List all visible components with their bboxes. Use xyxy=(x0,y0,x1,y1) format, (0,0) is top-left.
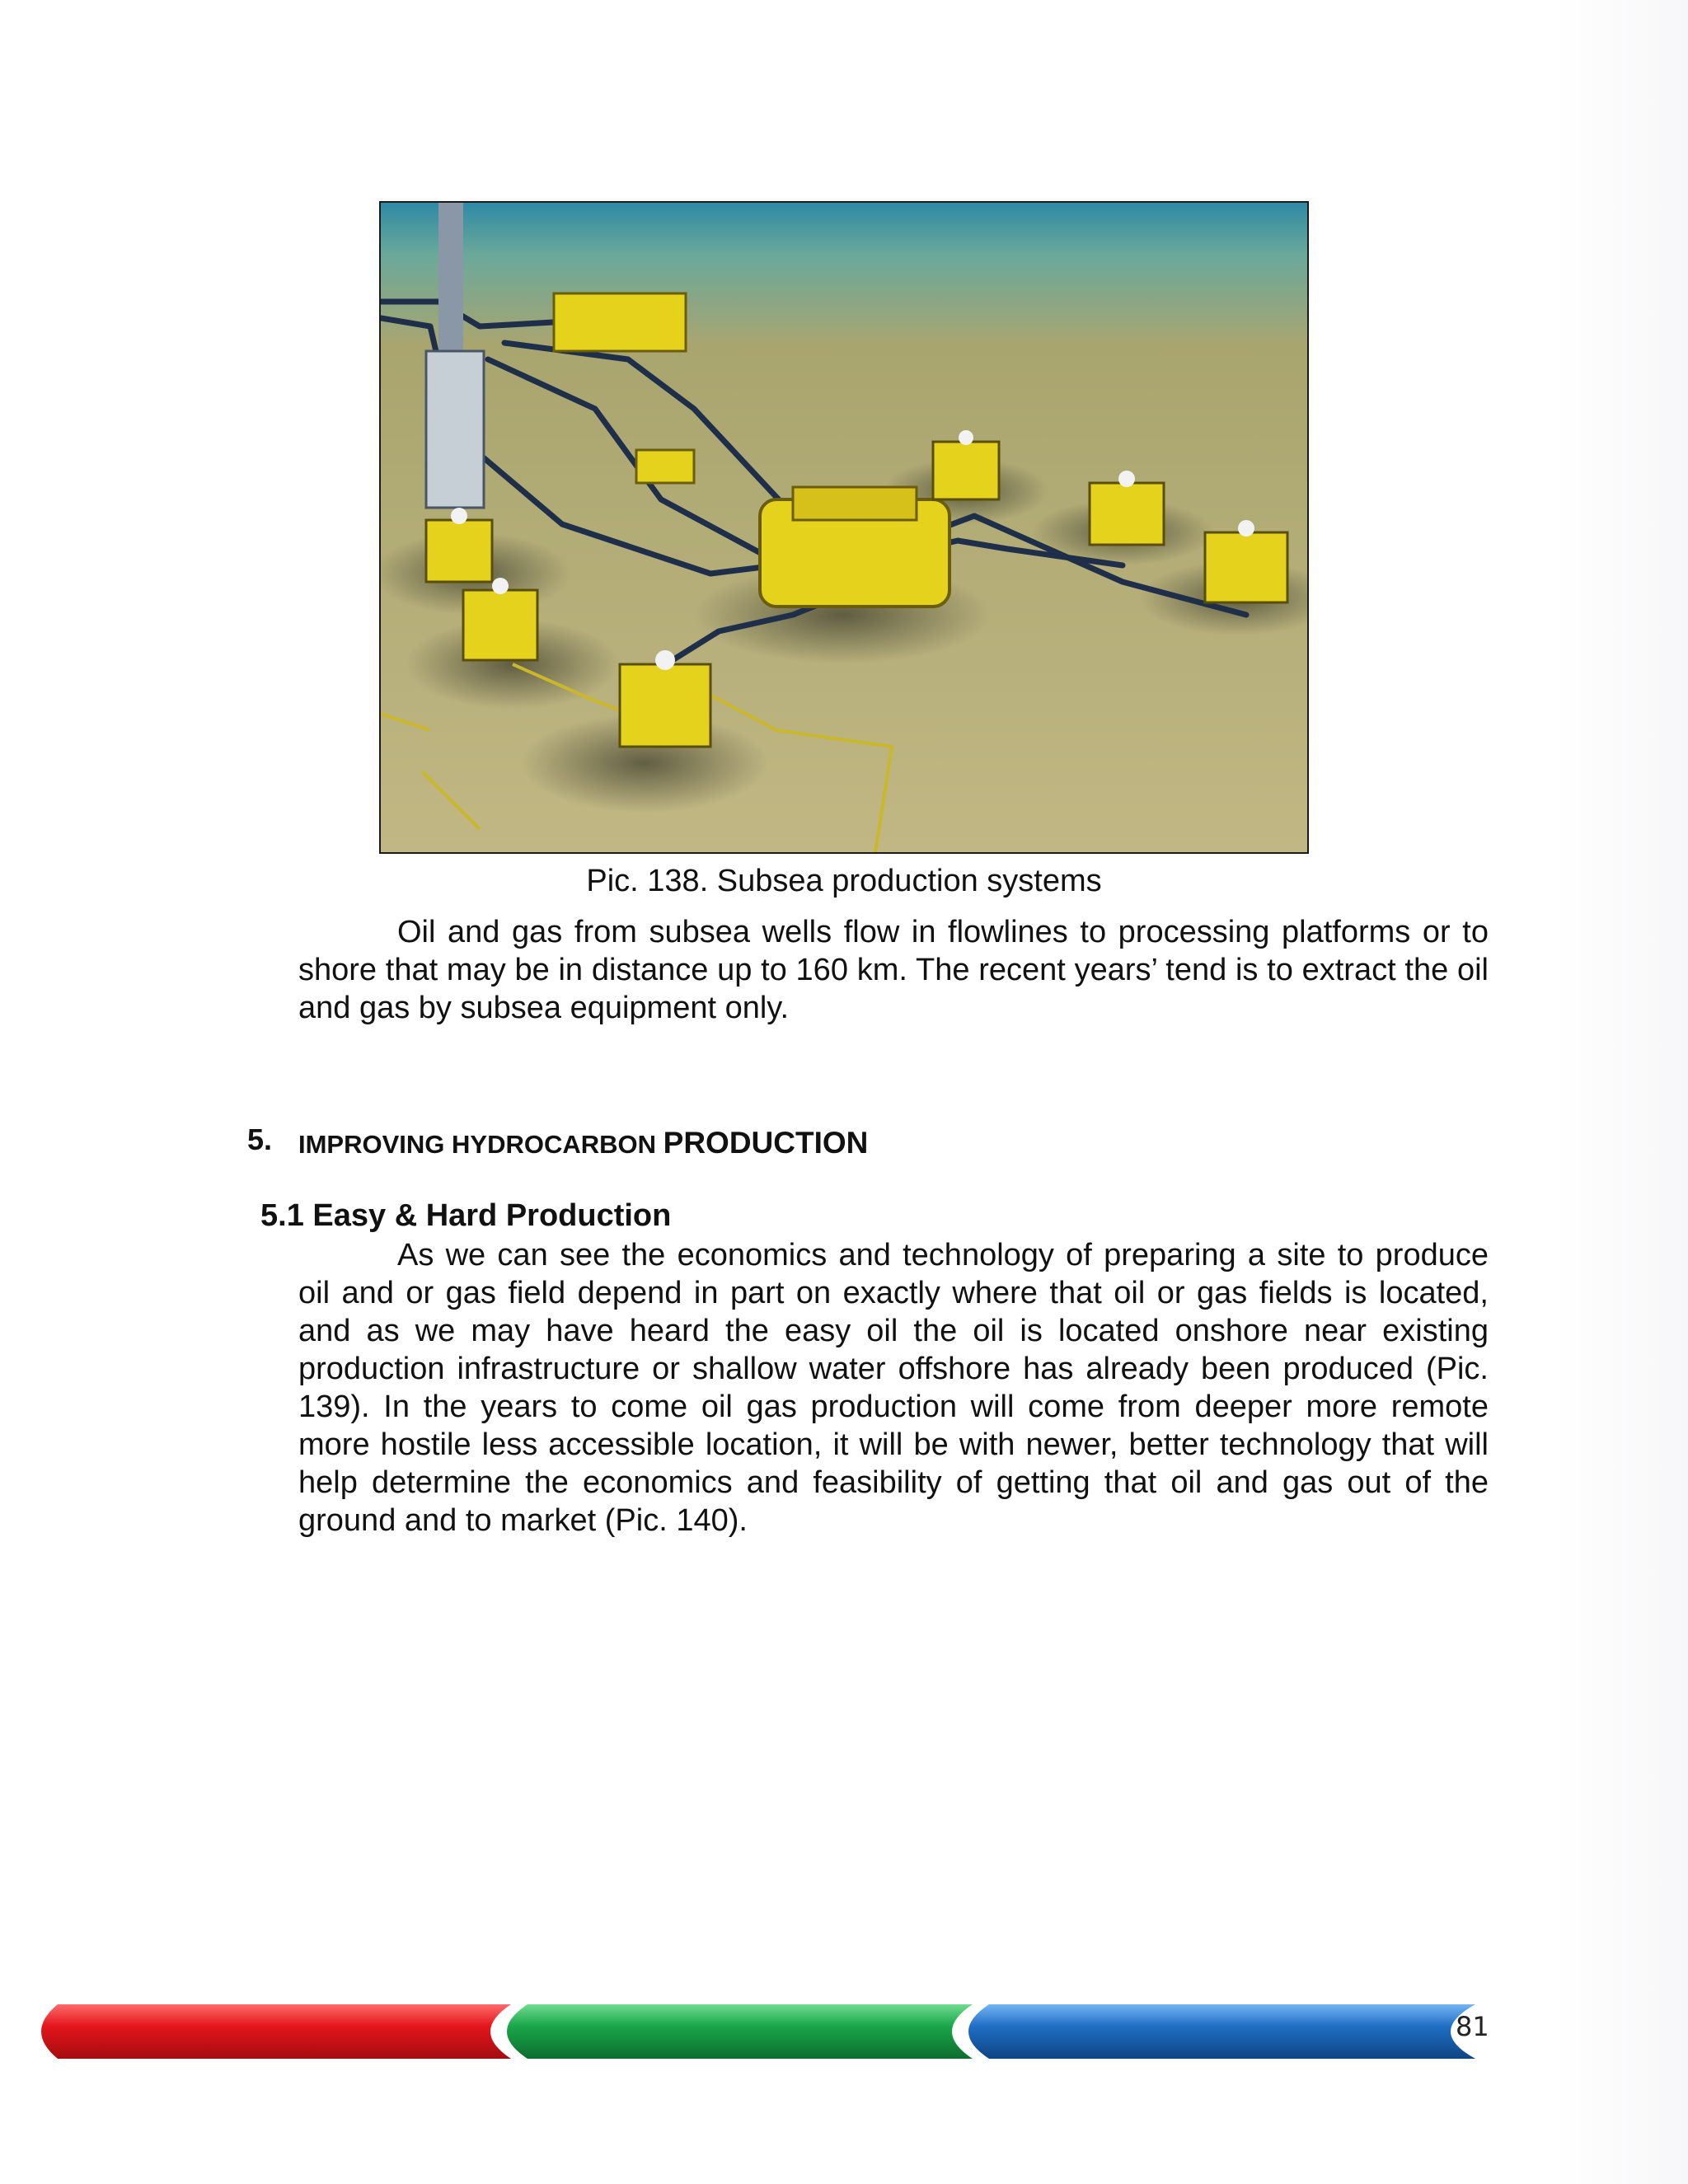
subsection-title: 5.1 Easy & Hard Production xyxy=(260,1198,672,1233)
section-title-big: PRODUCTION xyxy=(663,1126,869,1160)
paragraph-text: Oil and gas from subsea wells flow in flowlines to processing platforms or to shore that may be in distance up to 160 km. The recent years’ tend is to extract the oil and gas by subsea equipment only. xyxy=(298,915,1489,1025)
blue-bar xyxy=(968,2004,1475,2059)
body-paragraph xyxy=(298,913,1489,1027)
subsection-paragraph xyxy=(298,1236,1489,1540)
figure-caption: Pic. 138. Subsea production systems xyxy=(586,864,1102,898)
green-bar xyxy=(507,2004,973,2059)
footer-decoration xyxy=(25,1994,1475,2069)
red-bar xyxy=(41,2004,511,2059)
page-number: 81 xyxy=(1456,2011,1489,2042)
section-number: 5. xyxy=(247,1122,273,1156)
section-title-small: IMPROVING HYDROCARBON xyxy=(298,1130,657,1159)
subsea-production-illustration-icon xyxy=(381,203,1307,852)
subsea-figure xyxy=(379,201,1309,854)
subsection-paragraph-text: As we can see the economics and technology of preparing a site to produce oil and or gas field depend in part on exactly where that oil or gas fields is located, and as we may have heard the easy oil the oil is located onshore near existing production infrastructure or shallow water offshore has already been produced (Pic. 139). In the years to come oil gas production will come from deeper more remote more hostile less accessible location, it will be with newer, better technology that will help determine the economics and feasibility of getting that oil and gas out of the ground and to market (Pic. 140). xyxy=(298,1238,1489,1538)
section-title xyxy=(298,1122,868,1165)
